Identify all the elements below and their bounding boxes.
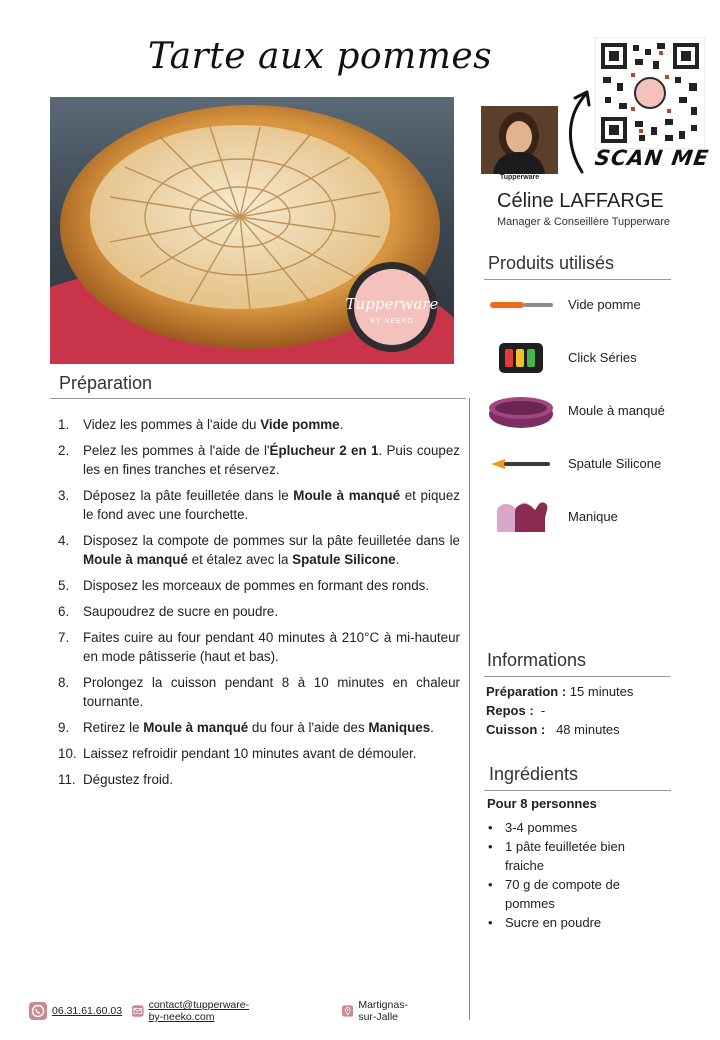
step-text: et étalez avec la	[187, 552, 293, 567]
preparation-step	[58, 673, 460, 711]
product-item	[487, 286, 697, 324]
step-product-name: Éplucheur 2 en 1	[269, 443, 379, 458]
preparation-step	[58, 744, 460, 763]
step-text: et piquez le fond avec une fourchette.	[83, 488, 460, 522]
preparation-step	[58, 718, 460, 737]
step-number: 2.	[58, 443, 70, 458]
whatsapp-icon	[29, 1002, 47, 1020]
step-text: Prolongez la cuisson pendant 8 à 10 minutes en chaleur tournante.	[83, 675, 460, 709]
product-item	[487, 339, 697, 377]
step-product-name: Spatule Silicone	[292, 552, 396, 567]
products-heading: Produits utilisés	[488, 253, 615, 273]
product-label: Vide pomme	[568, 297, 641, 312]
ingredient-item: • Sucre en poudre	[487, 913, 657, 932]
cake-mold-icon	[487, 392, 555, 430]
page-title: Tarte aux pommes	[147, 36, 493, 77]
footer-phone	[29, 1000, 122, 1022]
avatar	[481, 106, 558, 174]
oven-mitt-icon	[487, 498, 555, 536]
step-product-name: Maniques	[368, 720, 431, 735]
step-text: Videz les pommes à l'aide du	[83, 417, 261, 432]
ingredients-list	[487, 818, 657, 932]
step-number: 10.	[58, 746, 77, 761]
step-text: Pelez les pommes à l'aide de l'	[83, 443, 270, 458]
badge-sub-text: BY NEEKO	[370, 318, 414, 325]
preparation-step	[58, 576, 460, 595]
column-divider	[469, 398, 470, 1020]
product-item	[487, 498, 697, 536]
step-text: Dégustez froid.	[83, 772, 174, 787]
product-label: Manique	[568, 509, 618, 524]
preparation-step	[58, 486, 460, 524]
footer-email	[132, 1000, 256, 1022]
footer-location	[342, 1000, 415, 1022]
step-number: 5.	[58, 578, 70, 593]
ingredients-heading: Ingrédients	[489, 764, 579, 784]
tart-photo	[50, 97, 454, 364]
arrow-icon	[560, 86, 596, 176]
preparation-step	[58, 441, 460, 479]
preparation-step	[58, 628, 460, 666]
avatar-brand-label: Tupperware	[500, 174, 540, 181]
product-label: Moule à manqué	[568, 403, 665, 418]
step-text: .	[395, 552, 400, 567]
person-icon	[481, 106, 558, 174]
product-label: Click Séries	[568, 350, 637, 365]
phone-link[interactable]: 06.31.61.60.03	[52, 1005, 123, 1017]
product-item	[487, 392, 697, 430]
location-text: Martignas-sur-Jalle	[358, 999, 408, 1023]
informations-heading: Informations	[487, 650, 587, 670]
preparation-step	[58, 770, 460, 789]
apple-corer-icon	[487, 286, 555, 324]
step-number: 1.	[58, 417, 70, 432]
product-item	[487, 445, 697, 483]
step-product-name: Moule à manqué	[293, 488, 401, 503]
ingredient-item: • 70 g de compote de pommes	[487, 875, 657, 913]
ingredient-item: • 1 pâte feuilletée bien fraiche	[487, 837, 657, 875]
step-number: 11.	[58, 772, 76, 787]
tart-illustration	[50, 97, 454, 364]
badge-brand-text: Tupperware	[345, 295, 439, 313]
scan-me-label: SCAN ME	[593, 146, 711, 170]
preparation-step	[58, 415, 460, 434]
step-product-name: Vide pomme	[260, 417, 340, 432]
products-divider	[484, 279, 671, 280]
preparation-divider	[50, 398, 466, 399]
step-number: 8.	[58, 675, 70, 690]
preparation-step	[58, 602, 460, 621]
mail-icon	[132, 1002, 144, 1020]
info-row-rest: Repos : -	[486, 703, 546, 718]
step-text: Saupoudrez de sucre en poudre.	[83, 604, 279, 619]
step-text: Déposez la pâte feuilletée dans le	[83, 488, 294, 503]
consultant-name: Céline LAFFARGE	[497, 190, 664, 212]
step-text: Faites cuire au four pendant 40 minutes à 210°C à mi-hauteur en mode pâtisserie (haut et bas).	[83, 630, 460, 664]
step-number: 3.	[58, 488, 70, 503]
qr-code-icon	[595, 37, 705, 149]
servings-label: Pour 8 personnes	[487, 796, 597, 811]
informations-divider	[484, 676, 670, 677]
step-text: .	[339, 417, 344, 432]
email-link[interactable]: contact@tupperware-by-neeko.com	[148, 999, 250, 1023]
preparation-steps	[58, 415, 460, 796]
step-text: Disposez la compote de pommes sur la pâte feuilletée dans le	[83, 533, 460, 548]
spatula-icon	[487, 445, 555, 483]
info-row-cooking: Cuisson : 48 minutes	[486, 722, 620, 737]
step-text: .	[430, 720, 434, 735]
qr-code[interactable]	[595, 37, 705, 149]
step-number: 7.	[58, 630, 70, 645]
step-text: Retirez le	[83, 720, 144, 735]
step-text: Disposez les morceaux de pommes en formant des ronds.	[83, 578, 430, 593]
step-number: 6.	[58, 604, 70, 619]
preparation-heading: Préparation	[59, 373, 153, 393]
step-text: du four à l'aide des	[248, 720, 369, 735]
preparation-step	[58, 531, 460, 569]
info-row-preparation: Préparation : 15 minutes	[486, 684, 634, 699]
consultant-role: Manager & Conseillère Tupperware	[497, 216, 671, 228]
step-product-name: Moule à manqué	[143, 720, 249, 735]
ingredients-divider	[484, 790, 671, 791]
step-text: . Puis coupez les en fines tranches et réservez.	[83, 443, 460, 477]
step-product-name: Moule à manqué	[83, 552, 188, 567]
step-number: 9.	[58, 720, 70, 735]
step-number: 4.	[58, 533, 70, 548]
ingredient-item: • 3-4 pommes	[487, 818, 657, 837]
location-pin-icon	[342, 1002, 353, 1020]
click-series-icon	[487, 339, 555, 377]
step-text: Laissez refroidir pendant 10 minutes avant de démouler.	[83, 746, 417, 761]
informations-block	[486, 682, 633, 739]
product-label: Spatule Silicone	[568, 456, 662, 471]
